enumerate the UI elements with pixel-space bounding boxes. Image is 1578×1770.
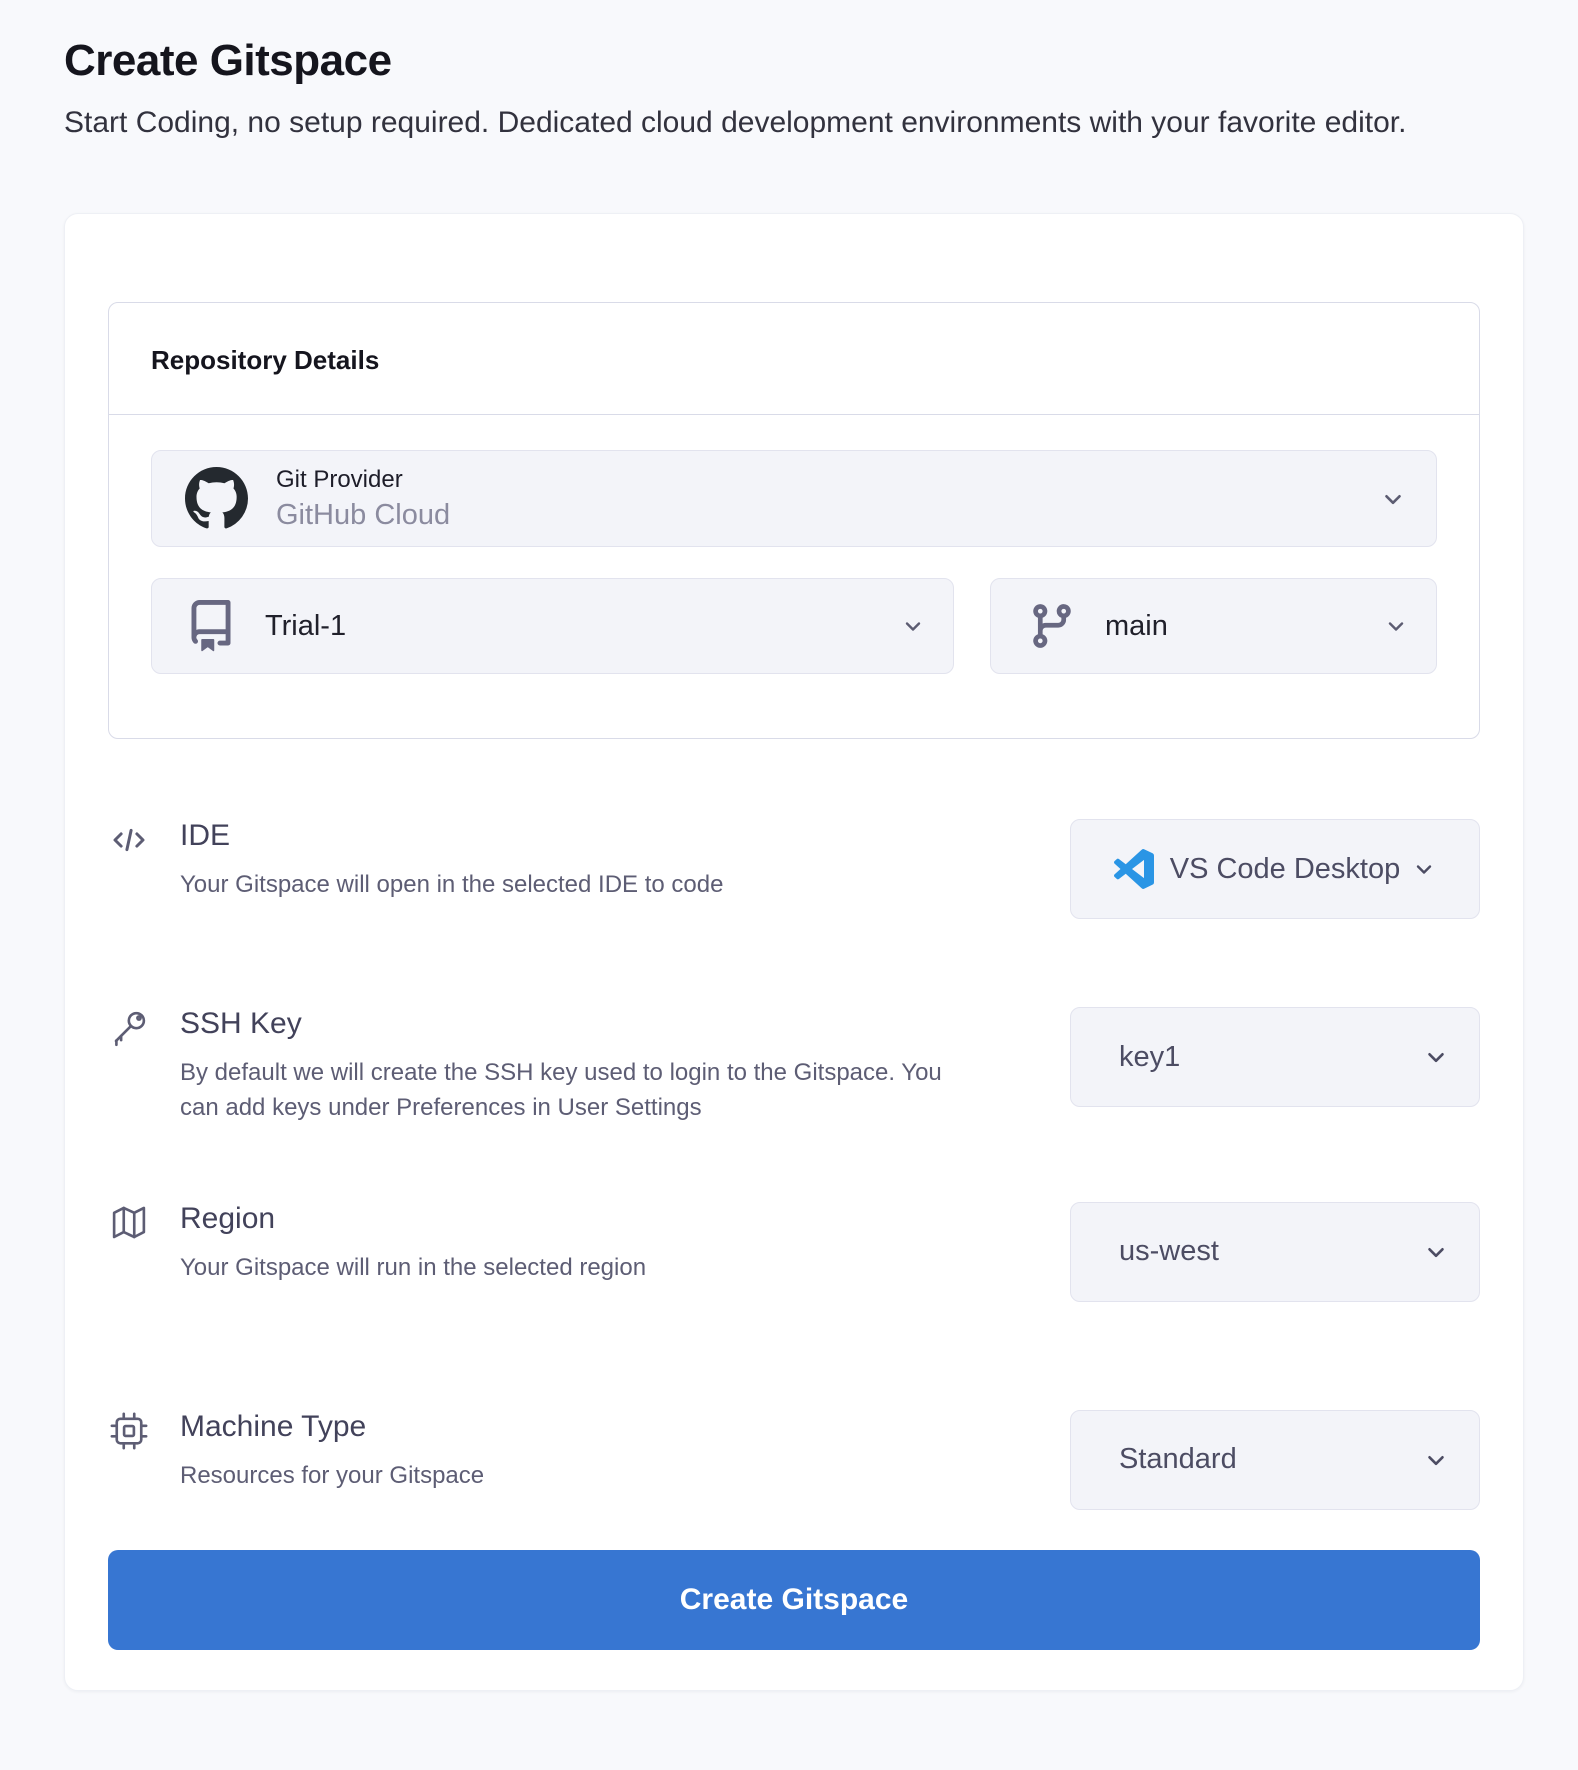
vscode-icon [1114,849,1154,889]
repository-details-header: Repository Details [109,303,1479,415]
ide-description: Your Gitspace will open in the selected IDE to code [180,871,724,899]
chevron-down-icon [1423,1239,1449,1265]
machine-type-description: Resources for your Gitspace [180,1461,485,1489]
git-provider-text [276,466,450,532]
create-gitspace-button[interactable]: Create Gitspace [108,1550,1480,1650]
github-icon [185,467,248,530]
chip-icon [108,1410,154,1452]
chevron-down-icon [1412,857,1436,881]
ide-label: IDE [180,819,231,853]
git-provider-label: Git Provider [276,465,403,493]
ide-section [108,819,1480,919]
machine-type-text [180,1410,980,1494]
region-select[interactable] [1070,1202,1480,1302]
repository-details-panel [108,302,1480,739]
region-label: Region [180,1201,276,1235]
ssh-key-label: SSH Key [180,1007,302,1041]
git-provider-select[interactable] [151,450,1437,547]
key-icon [108,1007,154,1049]
git-provider-value: GitHub Cloud [276,498,451,531]
ide-value: VS Code Desktop [1169,852,1401,885]
machine-type-section [108,1410,1480,1510]
region-section [108,1202,1480,1302]
repository-details-body [109,415,1479,738]
repository-branch-row [151,578,1437,674]
repository-select[interactable] [151,578,954,674]
page-title: Create Gitspace [64,36,392,85]
create-gitspace-page [0,36,1578,1695]
page-subtitle: Start Coding, no setup required. Dedicated cloud development environments with your favorite editor. [64,106,1407,139]
ssh-key-text [180,1007,980,1126]
ssh-key-description: By default we will create the SSH key used to login to the Gitspace. You can add keys under Preferences in User Settings [180,1059,942,1122]
chevron-down-icon [1423,1044,1449,1070]
region-description: Your Gitspace will run in the selected region [180,1253,647,1281]
ssh-key-select[interactable] [1070,1007,1480,1107]
code-icon [108,819,154,861]
region-value: us-west [1119,1235,1219,1268]
ide-select[interactable] [1070,819,1480,919]
map-icon [108,1202,154,1244]
git-branch-icon [1027,601,1077,651]
branch-select[interactable] [990,578,1437,674]
ssh-key-value: key1 [1119,1040,1181,1073]
create-gitspace-card [64,213,1524,1691]
machine-type-select[interactable] [1070,1410,1480,1510]
chevron-down-icon [1423,1447,1449,1473]
chevron-down-icon [1380,486,1406,512]
chevron-down-icon [901,614,925,638]
repository-value: Trial-1 [265,609,347,642]
repo-icon [185,600,237,652]
ssh-key-section [108,1007,1480,1126]
ide-text [180,819,980,903]
machine-type-label: Machine Type [180,1409,367,1443]
machine-type-value: Standard [1119,1443,1237,1476]
branch-value: main [1105,609,1168,642]
region-text [180,1202,980,1286]
chevron-down-icon [1384,614,1408,638]
